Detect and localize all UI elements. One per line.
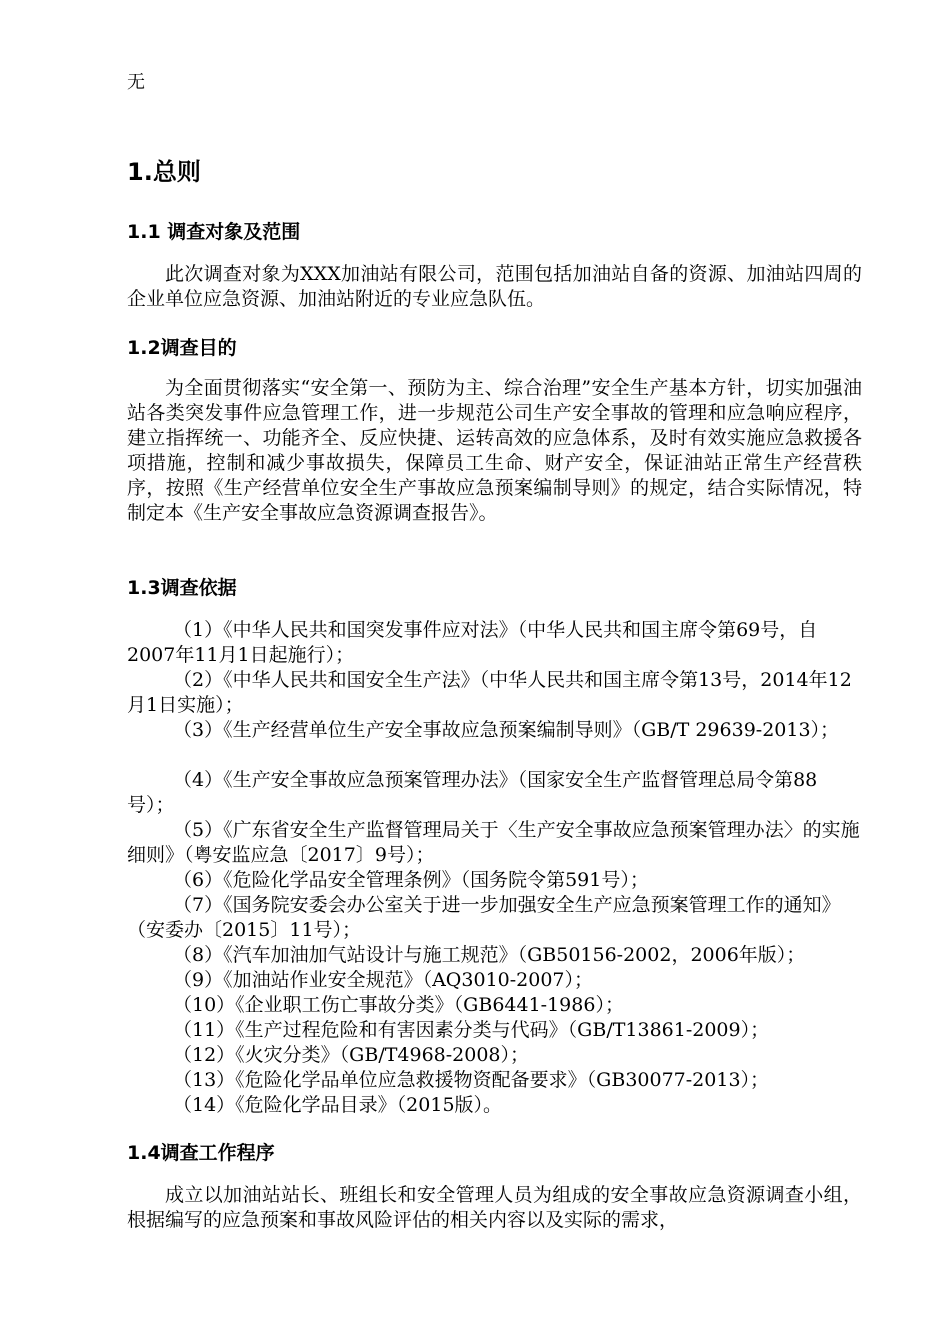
reference-item [127, 768, 862, 818]
reference-text: （14）《危险化学品目录》（2015版）。 [173, 1094, 503, 1116]
reference-item [127, 993, 862, 1018]
reference-text: （12）《火灾分类》（GB/T4968-2008）； [173, 1044, 530, 1066]
reference-item [127, 718, 862, 743]
reference-text: （9）《加油站作业安全规范》（AQ3010-2007）； [173, 969, 594, 991]
page-fragment-text: 无 [127, 72, 145, 93]
chapter-heading: 1.总则 [127, 158, 201, 186]
reference-text: （6）《危险化学品安全管理条例》（国务院令第591号）； [173, 869, 649, 891]
section-1-2-paragraph: 为全面贯彻落实“安全第一、预防为主、综合治理”安全生产基本方针，切实加强油站各类突发事件应急管理工作，进一步规范公司生产安全事故的管理和应急响应程序，建立指挥统一、功能齐全、反应快捷、运转高效的应急体系，及时有效实施应急救援各项措施，控制和减少事故损失，保障员工生命、财产安全，保证油站正常生产经营秩序，按照《生产经营单位安全生产事故应急预案编制导则》的规定，结合实际情况，特制定本《生产安全事故应急资源调查报告》。 [127, 377, 862, 524]
reference-text: （11）《生产过程危险和有害因素分类与代码》（GB/T13861-2009）； [173, 1019, 770, 1041]
reference-item [127, 1018, 862, 1043]
reference-text: （10）《企业职工伤亡事故分类》（GB6441-1986）； [173, 994, 624, 1016]
reference-item [127, 893, 862, 943]
reference-item [127, 1043, 862, 1068]
reference-item [127, 943, 862, 968]
section-1-3-heading: 1.3调查依据 [127, 577, 237, 599]
section-1-2-heading: 1.2调查目的 [127, 337, 237, 359]
section-1-1-heading: 1.1 调查对象及范围 [127, 221, 301, 243]
reference-text: （7）《国务院安委会办公室关于进一步加强安全生产应急预案管理工作的通知》（安委办〔2015〕11号）； [127, 894, 841, 941]
reference-text: （4）《生产安全事故应急预案管理办法》（国家安全生产监督管理总局令第88号）； [127, 769, 818, 816]
section-1-4-heading: 1.4调查工作程序 [127, 1142, 275, 1164]
reference-text: （5）《广东省安全生产监督管理局关于〈生产安全事故应急预案管理办法〉的实施细则》（粤安监应急〔2017〕9号）； [127, 819, 860, 866]
reference-text: （13）《危险化学品单位应急救援物资配备要求》（GB30077-2013）； [173, 1069, 770, 1091]
reference-item [127, 868, 862, 893]
reference-item [127, 668, 862, 718]
reference-text: （8）《汽车加油加气站设计与施工规范》（GB50156-2002，2006年版）； [173, 944, 806, 966]
reference-item [127, 1068, 862, 1093]
section-1-1-paragraph: 此次调查对象为XXX加油站有限公司，范围包括加油站自备的资源、加油站四周的企业单位应急资源、加油站附近的专业应急队伍。 [127, 263, 862, 310]
reference-item [127, 1093, 862, 1118]
reference-item [127, 818, 862, 868]
section-1-4-paragraph: 成立以加油站站长、班组长和安全管理人员为组成的安全事故应急资源调查小组，根据编写的应急预案和事故风险评估的相关内容以及实际的需求， [127, 1184, 862, 1231]
reference-text: （2）《中华人民共和国安全生产法》（中华人民共和国主席令第13号，2014年12月1日实施）； [127, 669, 852, 716]
reference-item [127, 618, 862, 668]
reference-text: （3）《生产经营单位生产安全事故应急预案编制导则》（GB/T 29639-2013）； [173, 719, 840, 741]
reference-text: （1）《中华人民共和国突发事件应对法》（中华人民共和国主席令第69号，自2007年11月1日起施行）； [127, 619, 818, 666]
reference-item [127, 968, 862, 993]
